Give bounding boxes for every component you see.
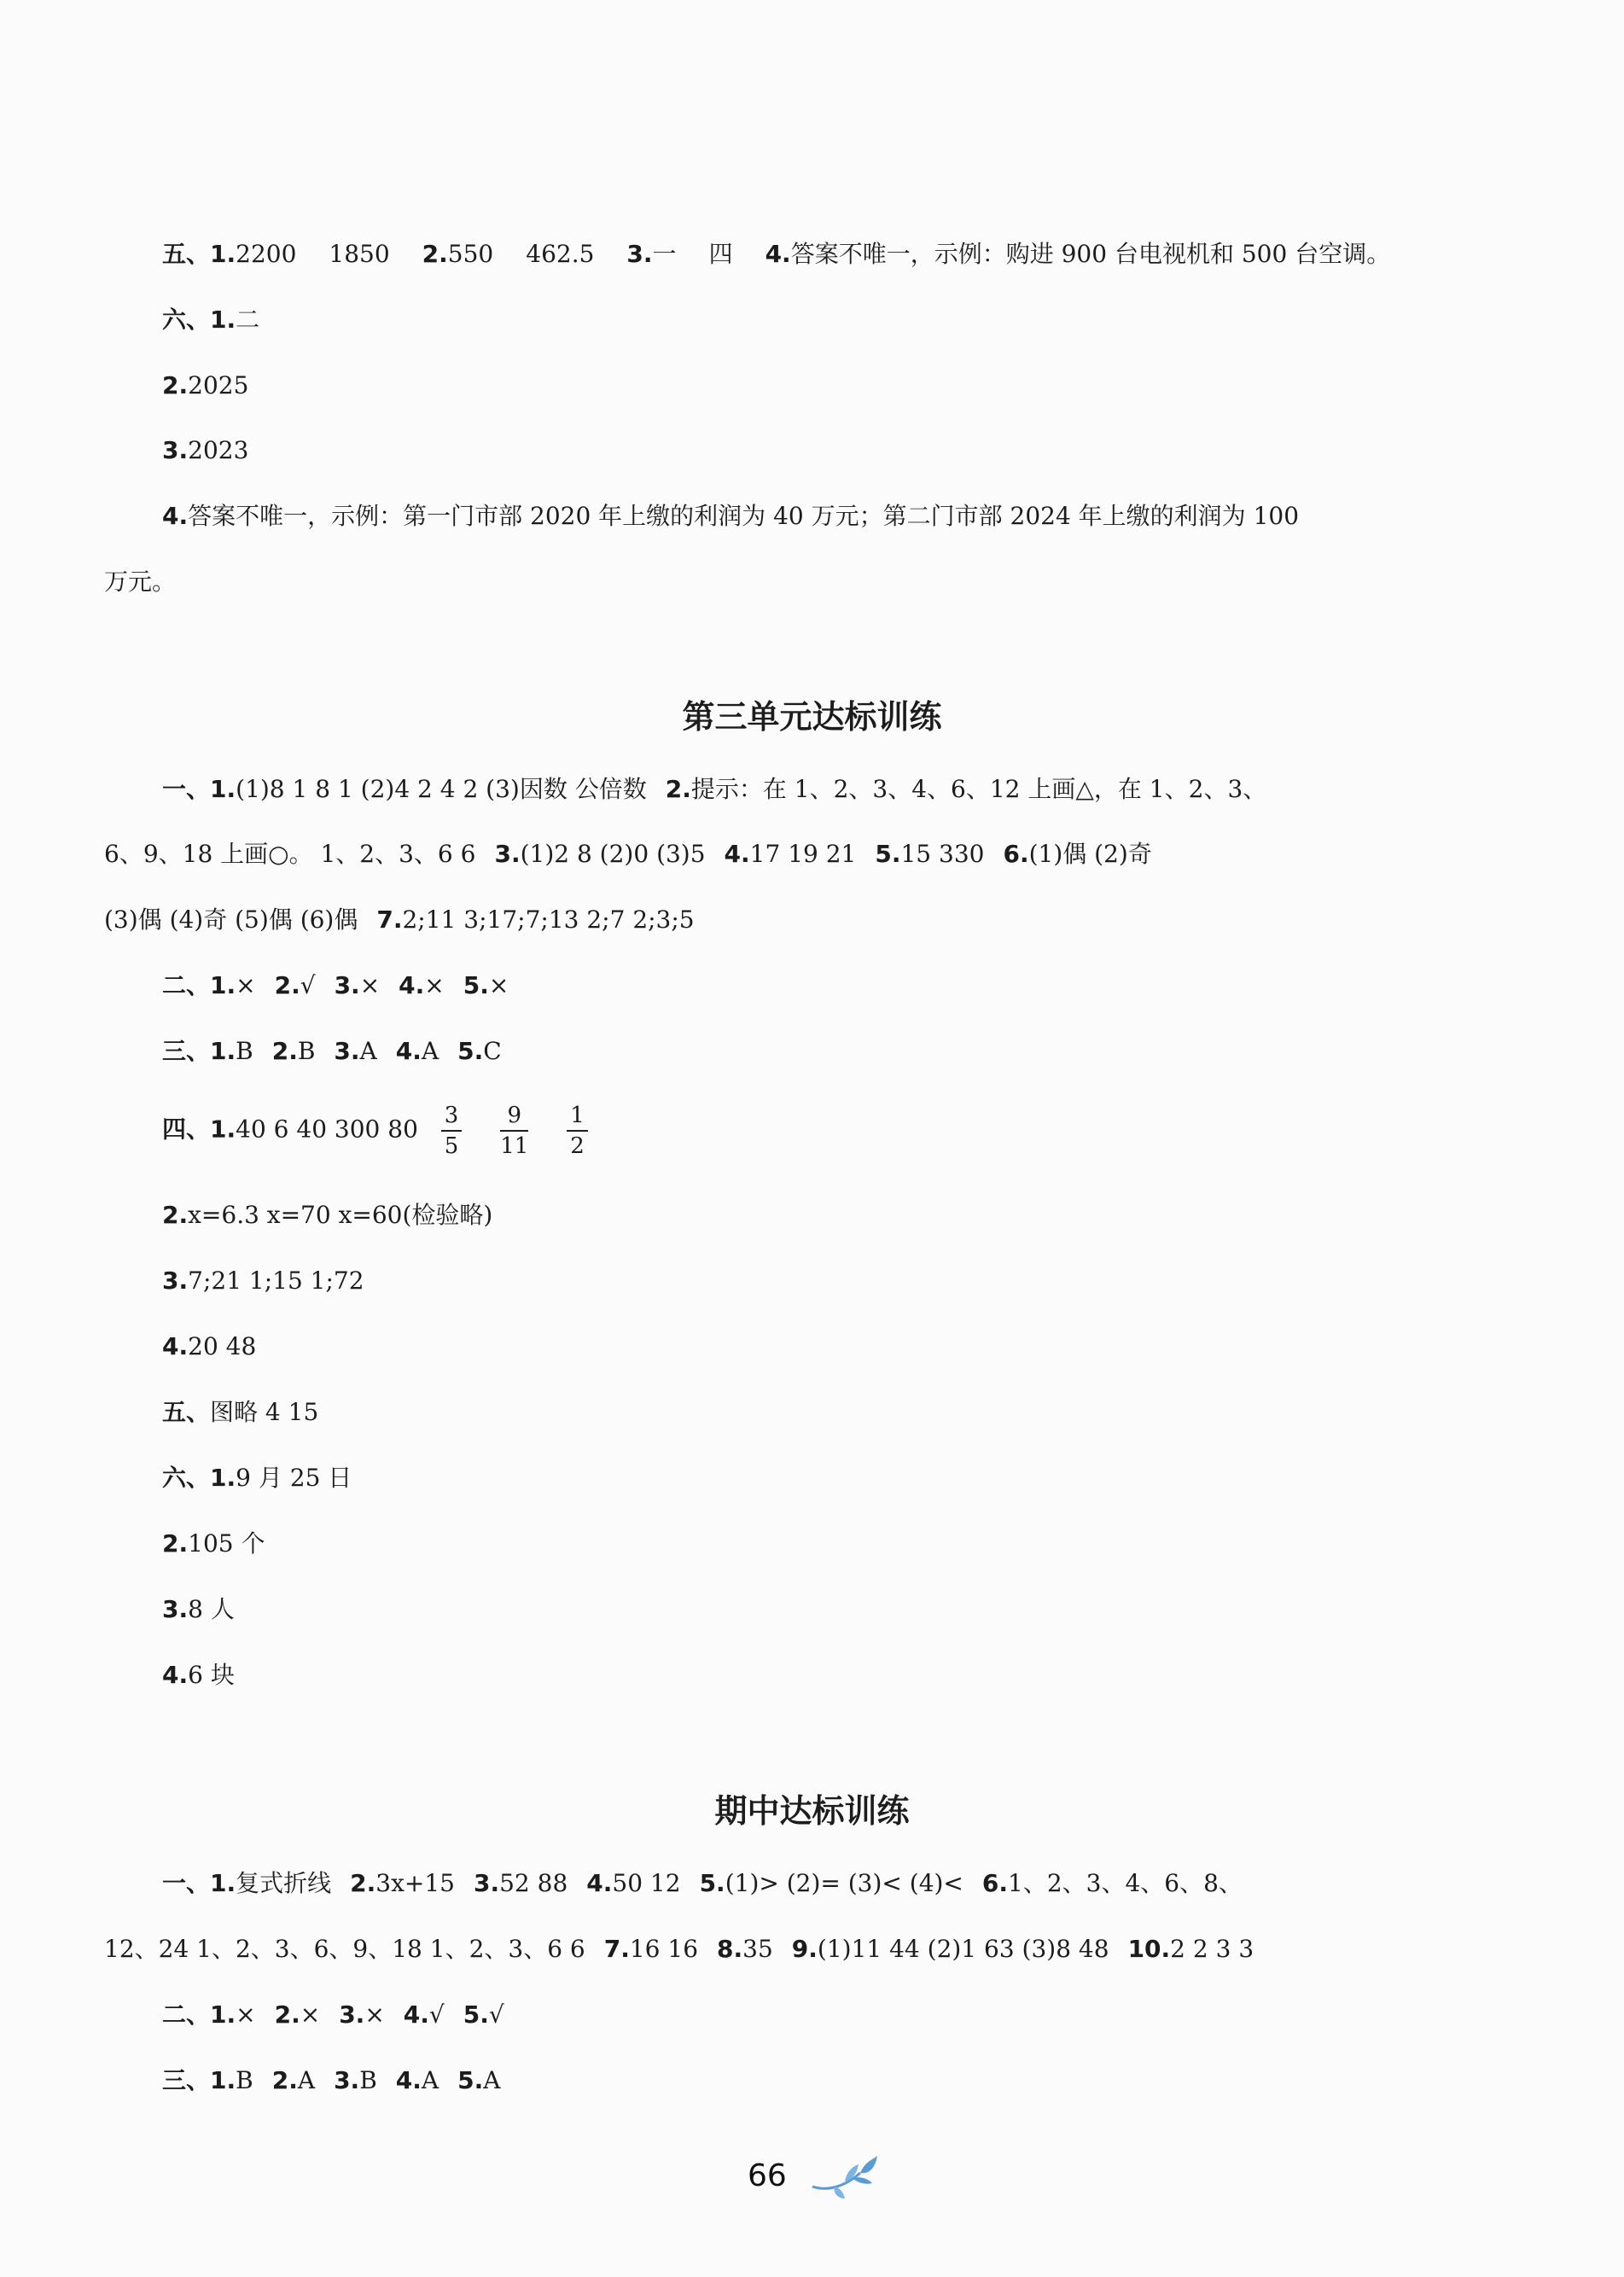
unit2-s6-q1: 六、1.二 (162, 306, 260, 334)
unit2-s5-line: 五、1.2200 1850 2.550 462.5 3.一 四 4.答案不唯一，示例：购进 900 台电视机和 500 台空调。 (162, 240, 1391, 268)
unit3-s6-q3: 3.8 人 (162, 1595, 235, 1623)
midterm-s3-line: 三、1.B 2.A 3.B 4.A 5.A (162, 2066, 501, 2094)
unit3-title: 第三单元达标训练 (682, 698, 942, 736)
midterm-s1-line1: 一、1.复式折线 2.3x+15 3.52 88 4.50 12 5.(1)> (2)= (3)< (4)< 6.1、2、3、4、6、8、 (162, 1869, 1243, 1897)
unit3-s6-q1: 六、1.9 月 25 日 (162, 1464, 352, 1492)
unit3-s2-line: 二、1.× 2.√ 3.× 4.× 5.× (162, 971, 509, 999)
unit3-s6-q4: 4.6 块 (162, 1661, 235, 1689)
midterm-title: 期中达标训练 (714, 1792, 910, 1830)
leaf-decoration-icon (811, 2152, 879, 2200)
unit3-s6-q2: 2.105 个 (162, 1529, 265, 1558)
unit3-s4-q3: 3.7;21 1;15 1;72 (162, 1267, 364, 1295)
unit2-s6-q3: 3.2023 (162, 436, 249, 464)
unit2-s6-q4: 4.答案不唯一，示例：第一门市部 2020 年上缴的利润为 40 万元；第二门市部 2024 年上缴的利润为 100 (162, 502, 1300, 530)
unit2-s6-q4-cont: 万元。 (104, 568, 177, 596)
unit3-s1-line2: 6、9、18 上画○。 1、2、3、6 6 3.(1)2 8 (2)0 (3)5 4.17 19 21 5.15 330 6.(1)偶 (2)奇 (104, 840, 1152, 868)
unit3-s4-q2: 2.x=6.3 x=70 x=60(检验略) (162, 1201, 493, 1229)
fraction-2: $\frac{9}{11}$ (500, 1103, 529, 1159)
unit3-s5: 五、图略 4 15 (162, 1398, 319, 1426)
unit2-s6-q2: 2.2025 (162, 371, 249, 399)
unit3-s4-q1: 四、1.40 6 40 300 80 $\frac{3}{5}$ $\frac{9}{11}$ $\frac{1}{2}$ (162, 1101, 603, 1161)
unit3-s1-line1: 一、1.(1)8 1 8 1 (2)4 2 4 2 (3)因数 公倍数 2.提示：在 1、2、3、4、6、12 上画△，在 1、2、3、 (162, 775, 1267, 803)
fraction-3: $\frac{1}{2}$ (567, 1101, 588, 1161)
fraction-1: $\frac{3}{5}$ (441, 1101, 463, 1161)
midterm-s2-line: 二、1.× 2.× 3.× 4.√ 5.√ (162, 2000, 504, 2029)
midterm-s1-line2: 12、24 1、2、3、6、9、18 1、2、3、6 6 7.16 16 8.35 9.(1)11 44 (2)1 63 (3)8 48 10.2 2 3 3 (104, 1935, 1254, 1963)
unit3-s1-line3: (3)偶 (4)奇 (5)偶 (6)偶 7.2;11 3;17;7;13 2;7 2;3;5 (104, 906, 695, 934)
unit3-s3-line: 三、1.B 2.B 3.A 4.A 5.C (162, 1037, 502, 1065)
unit3-s4-q4: 4.20 48 (162, 1332, 257, 1360)
page-number: 66 (748, 2158, 787, 2193)
